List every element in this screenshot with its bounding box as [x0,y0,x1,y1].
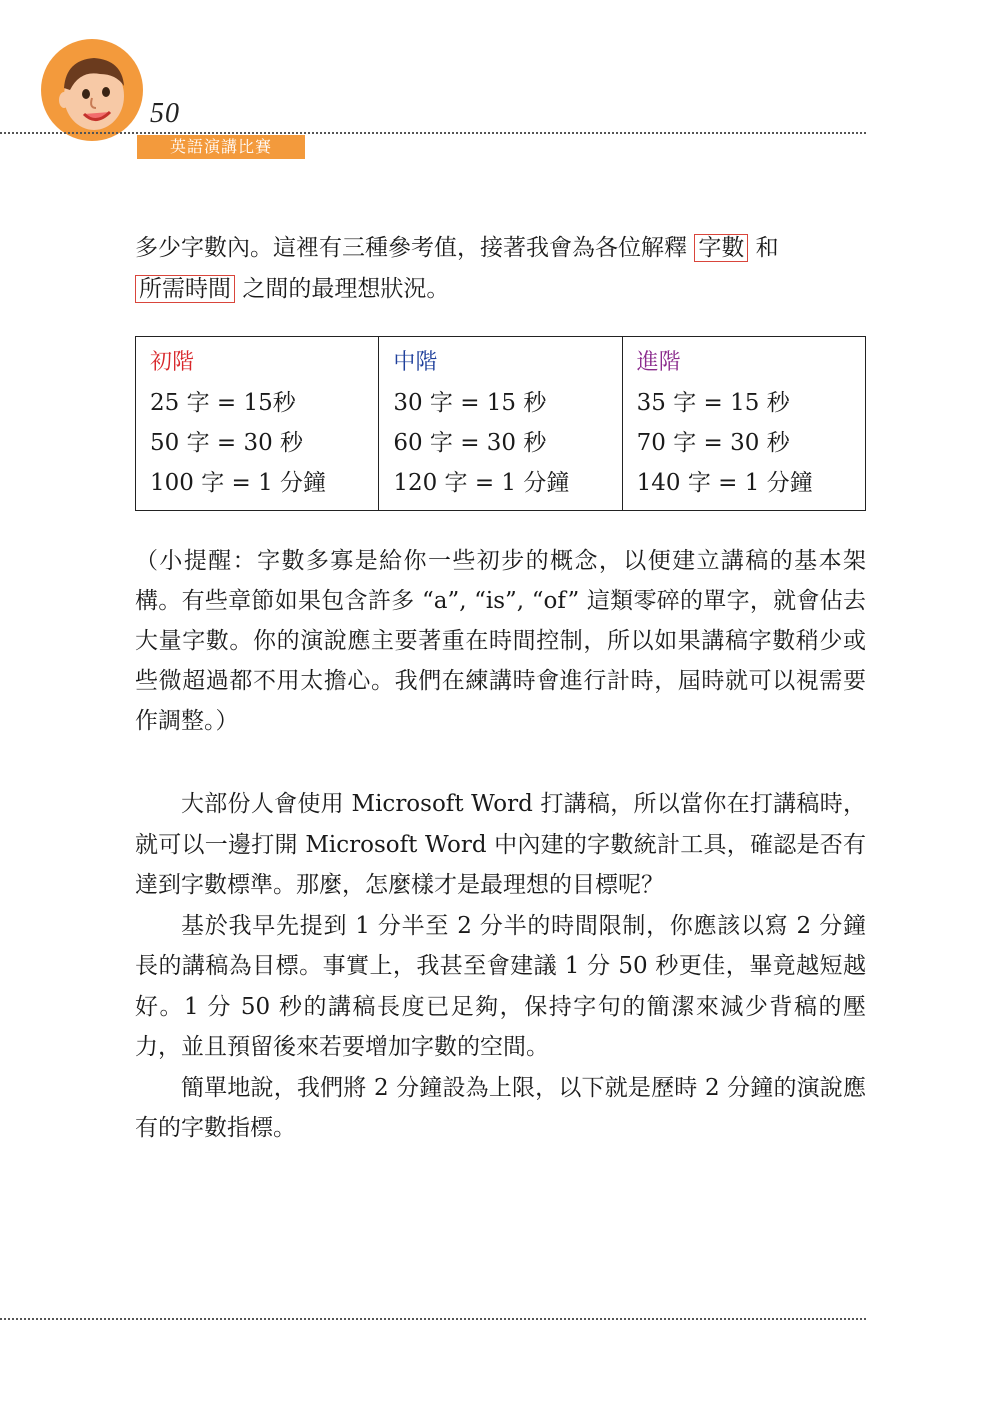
body-paragraphs [135,784,866,1149]
mascot-face-logo [40,38,144,142]
level-beginner [136,337,379,511]
level-line: 30 字 = 15 秒 [393,390,547,416]
intro-text-mid: 和 [755,235,779,261]
intro-text: 多少字數內。這裡有三種參考值，接著我會為各位解釋 [135,235,687,261]
level-title: 中階 [393,350,438,375]
level-line: 70 字 = 30 秒 [636,430,790,456]
boxed-term-word-count: 字數 [694,234,748,262]
level-advanced [622,337,865,511]
boxed-term-time: 所需時間 [135,275,235,303]
level-title: 進階 [636,350,681,375]
footer-divider [0,1318,866,1320]
level-intermediate [379,337,622,511]
level-line: 140 字 = 1 分鐘 [636,470,813,496]
level-line: 100 字 = 1 分鐘 [150,470,327,496]
page-number: 50 [150,98,180,129]
level-title: 初階 [150,350,195,375]
paragraph: 大部份人會使用 Microsoft Word 打講稿，所以當你在打講稿時，就可以一邊打開 Microsoft Word 中內建的字數統計工具，確認是否有達到字數標準。那麼，怎麼樣才是最理想的目標呢？ [135,791,866,898]
word-count-table [135,336,866,511]
header-divider [0,132,866,134]
paragraph: 基於我早先提到 1 分半至 2 分半的時間限制，你應該以寫 2 分鐘長的講稿為目標。事實上，我甚至會建議 1 分 50 秒更佳，畢竟越短越好。1 分 50 秒的講稿長度已足夠，保持字句的簡潔來減少背稿的壓力，並且預留後來若要增加字數的空間。 [135,912,866,1060]
level-line: 25 字 = 15秒 [150,390,296,416]
intro-text-end: 之間的最理想狀況。 [242,276,450,302]
reminder-note: （小提醒：字數多寡是給你一些初步的概念，以便建立講稿的基本架構。有些章節如果包含許多 “a”, “is”, “of” 這類零碎的單字，就會佔去大量字數。你的演說應主要著重在時間控制，所以如果講稿字數稍少或些微超過都不用太擔心。我們在練講時會進行計時，屆時就可以視需要作調整。） [135,548,866,734]
level-line: 35 字 = 15 秒 [636,390,790,416]
level-line: 50 字 = 30 秒 [150,430,304,456]
level-line: 120 字 = 1 分鐘 [393,470,570,496]
paragraph: 簡單地說，我們將 2 分鐘設為上限，以下就是歷時 2 分鐘的演說應有的字數指標。 [135,1074,866,1141]
intro-paragraph [135,228,866,310]
section-label: 英語演講比賽 [137,135,305,159]
level-line: 60 字 = 30 秒 [393,430,547,456]
